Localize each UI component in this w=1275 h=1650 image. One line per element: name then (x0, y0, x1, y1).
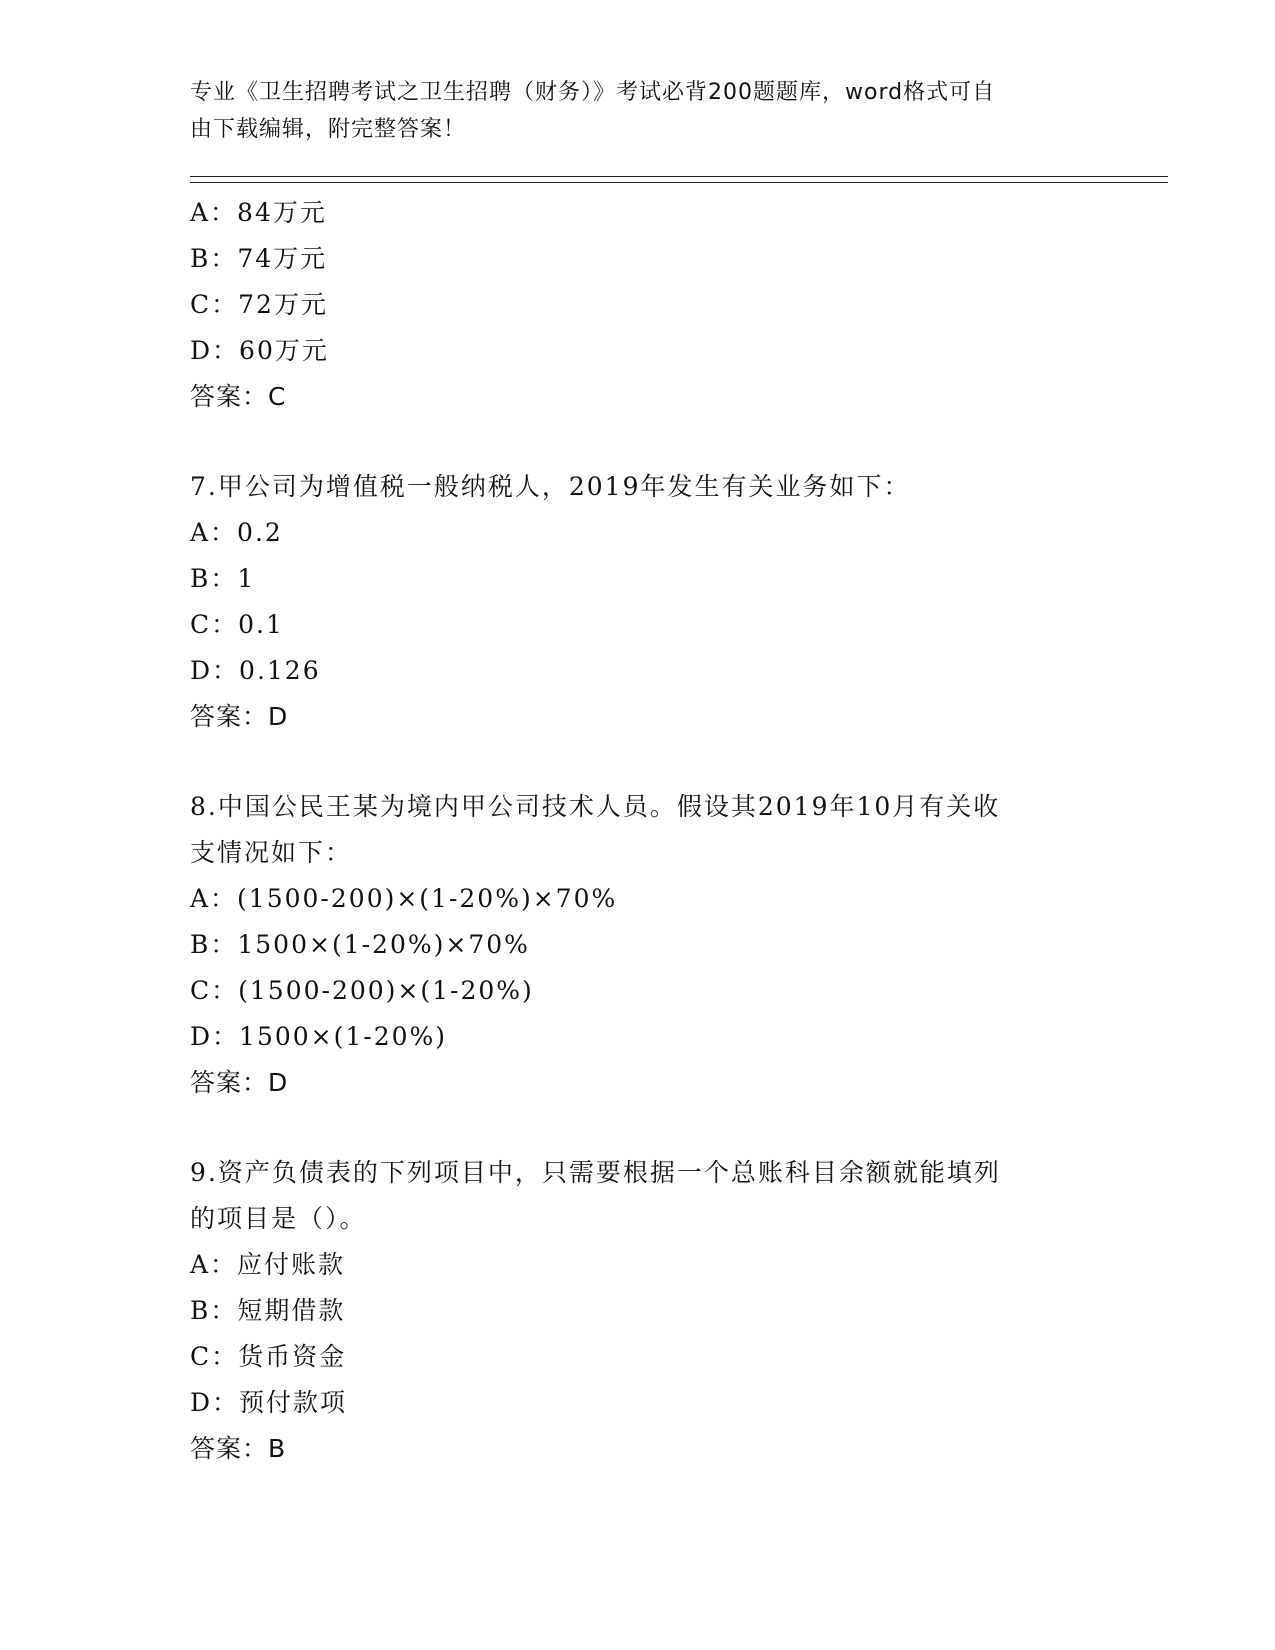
option-d: D：1500×(1-20%) (190, 1022, 448, 1051)
question-9 (190, 1150, 1090, 1472)
question-stem-line-1: 8.中国公民王某为境内甲公司技术人员。假设其2019年10月有关收 (190, 792, 1001, 821)
answer-line: 答案：C (190, 382, 287, 411)
question-stem-line-1: 9.资产负债表的下列项目中，只需要根据一个总账科目余额就能填列 (190, 1158, 1001, 1187)
question-7 (190, 464, 1090, 740)
question-6 (190, 190, 1090, 420)
option-a: A：(1500-200)×(1-20%)×70% (190, 884, 618, 913)
spacer (190, 420, 1090, 464)
answer-line: 答案：B (190, 1434, 287, 1463)
option-c: C：0.1 (190, 610, 284, 639)
document-header (190, 74, 1090, 148)
option-c: C：(1500-200)×(1-20%) (190, 976, 534, 1005)
question-8 (190, 784, 1090, 1106)
option-b: B：1 (190, 564, 256, 593)
spacer (190, 740, 1090, 784)
header-line-1: 专业《卫生招聘考试之卫生招聘（财务）》考试必背200题题库，word格式可自 (190, 80, 996, 105)
header-line-2: 由下载编辑，附完整答案！ (190, 117, 467, 142)
question-stem: 7.甲公司为增值税一般纳税人，2019年发生有关业务如下： (190, 472, 911, 501)
option-a: A：84万元 (190, 198, 327, 227)
header-divider-top (190, 176, 1168, 177)
question-stem-line-2: 的项目是（）。 (190, 1204, 367, 1233)
option-b: B：1500×(1-20%)×70% (190, 930, 530, 959)
option-b: B：短期借款 (190, 1296, 346, 1325)
option-b: B：74万元 (190, 244, 328, 273)
question-stem-line-2: 支情况如下： (190, 838, 353, 867)
spacer (190, 1106, 1090, 1150)
option-a: A：应付账款 (190, 1250, 346, 1279)
option-d: D：60万元 (190, 336, 329, 365)
option-a: A：0.2 (190, 518, 283, 547)
answer-line: 答案：D (190, 1068, 289, 1097)
option-c: C：72万元 (190, 290, 328, 319)
option-c: C：货币资金 (190, 1342, 347, 1371)
option-d: D：预付款项 (190, 1388, 348, 1417)
answer-line: 答案：D (190, 702, 289, 731)
header-divider-bottom (190, 182, 1168, 183)
option-d: D：0.126 (190, 656, 321, 685)
question-list (190, 190, 1090, 1472)
